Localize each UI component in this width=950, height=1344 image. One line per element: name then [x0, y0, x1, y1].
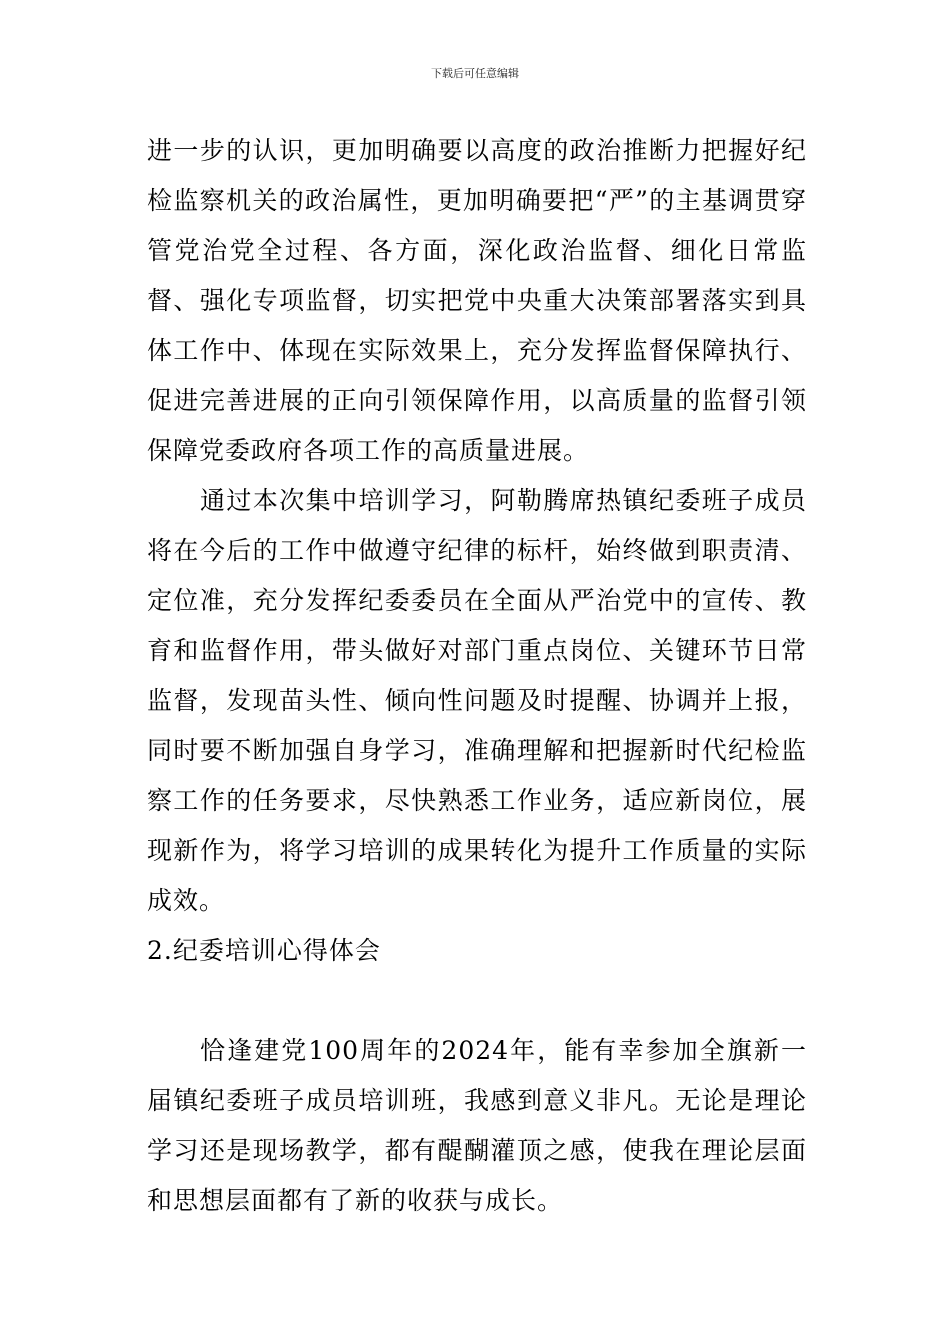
paragraph-section-intro: 恰逢建党100周年的2024年，能有幸参加全旗新一届镇纪委班子成员培训班，我感到意义非凡。无论是理论学习还是现场教学，都有醍醐灌顶之感，使我在理论层面和思想层面都有了新的收获与成长。	[147, 1036, 807, 1215]
document-body	[147, 126, 807, 1226]
blank-line	[147, 976, 807, 1026]
paragraph-training-summary: 通过本次集中培训学习，阿勒腾席热镇纪委班子成员将在今后的工作中做遵守纪律的标杆，始终做到职责清、定位准，充分发挥纪委委员在全面从严治党中的宣传、教育和监督作用，带头做好对部门重点岗位、关键环节日常监督，发现苗头性、倾向性问题及时提醒、协调并上报，同时要不断加强自身学习，准确理解和把握新时代纪检监察工作的任务要求，尽快熟悉工作业务，适应新岗位，展现新作为，将学习培训的成果转化为提升工作质量的实际成效。	[147, 486, 807, 915]
paragraph-continuation: 进一步的认识，更加明确要以高度的政治推断力把握好纪检监察机关的政治属性，更加明确要把“严”的主基调贯穿管党治党全过程、各方面，深化政治监督、细化日常监督、强化专项监督，切实把党中央重大决策部署落实到具体工作中、体现在实际效果上，充分发挥监督保障执行、促进完善进展的正向引领保障作用，以高质量的监督引领保障党委政府各项工作的高质量进展。	[147, 136, 807, 465]
page-header: 下载后可任意编辑	[431, 67, 519, 80]
section-heading: 2.纪委培训心得体会	[147, 936, 381, 965]
